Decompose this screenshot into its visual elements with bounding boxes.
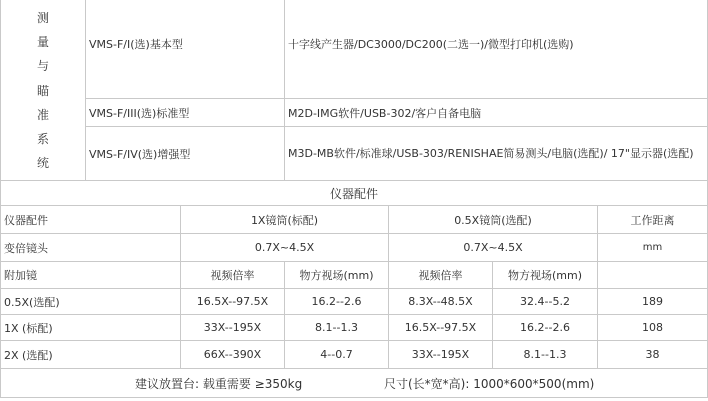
table-cell-mag1: 33X--195X	[180, 314, 285, 341]
distance-header-blank	[597, 261, 708, 289]
accessories-title: 仪器配件	[0, 180, 708, 206]
model-enhanced: VMS-F/IV(选)增强型	[85, 126, 285, 181]
model-standard: VMS-F/III(选)标准型	[85, 98, 285, 127]
table-cell-mag2: 33X--195X	[388, 340, 493, 369]
table-cell-fov1: 4--0.7	[284, 340, 389, 369]
dimensions: 尺寸(长*宽*高): 1000*600*500(mm)	[384, 377, 595, 391]
header-working-distance: 工作距离	[597, 205, 708, 234]
system-label-char: 系	[36, 131, 49, 146]
zoom-lens-label: 变倍镜头	[0, 233, 181, 262]
table-cell-fov1: 16.2--2.6	[284, 288, 389, 315]
header-lens-1x: 1X镜筒(标配)	[180, 205, 389, 234]
fov-header-1x: 物方视场(mm)	[284, 261, 389, 289]
model-basic: VMS-F/Ⅰ(选)基本型	[85, 0, 285, 99]
header-accessory: 仪器配件	[0, 205, 181, 234]
table-cell-fov2: 16.2--2.6	[492, 314, 598, 341]
table-row-label: 1X (标配)	[0, 314, 181, 341]
model-standard-desc: M2D-IMG软件/USB-302/客户自备电脑	[284, 98, 708, 127]
table-cell-fov1: 8.1--1.3	[284, 314, 389, 341]
table-cell-mag2: 8.3X--48.5X	[388, 288, 493, 315]
table-footer	[0, 368, 708, 398]
table-row-label: 2X (选配)	[0, 340, 181, 369]
fov-header-05x: 物方视场(mm)	[492, 261, 598, 289]
zoom-range-1x: 0.7X~4.5X	[180, 233, 389, 262]
table-cell-mag1: 16.5X--97.5X	[180, 288, 285, 315]
model-basic-desc: 十字线产生器/DC3000/DC200(二选一)/微型打印机(选购)	[284, 0, 708, 99]
model-enhanced-desc: M3D-MB软件/标准球/USB-303/RENISHAE简易测头/电脑(选配)/ 17"显示器(选配)	[284, 126, 708, 181]
zoom-unit: mm	[597, 233, 708, 262]
video-mag-header-05x: 视频倍率	[388, 261, 493, 289]
system-label-char: 瞄	[36, 83, 49, 98]
system-group-label	[0, 0, 86, 181]
video-mag-header-1x: 视频倍率	[180, 261, 285, 289]
table-row-label: 0.5X(选配)	[0, 288, 181, 315]
system-label-char: 测	[36, 11, 49, 26]
table-cell-fov2: 8.1--1.3	[492, 340, 598, 369]
stage-requirement: 建议放置台: 载重需要 ≥350kg	[135, 377, 303, 391]
table-cell-mag2: 16.5X--97.5X	[388, 314, 493, 341]
table-cell-distance: 189	[597, 288, 708, 315]
system-label-char: 与	[36, 59, 49, 74]
system-label-char: 准	[36, 107, 49, 122]
table-cell-mag1: 66X--390X	[180, 340, 285, 369]
header-lens-05x: 0.5X镜筒(选配)	[388, 205, 598, 234]
table-cell-distance: 108	[597, 314, 708, 341]
table-cell-fov2: 32.4--5.2	[492, 288, 598, 315]
system-label-char: 统	[36, 155, 49, 170]
table-cell-distance: 38	[597, 340, 708, 369]
aux-lens-label: 附加镜	[0, 261, 181, 289]
zoom-range-05x: 0.7X~4.5X	[388, 233, 598, 262]
system-label-char: 量	[36, 35, 49, 50]
